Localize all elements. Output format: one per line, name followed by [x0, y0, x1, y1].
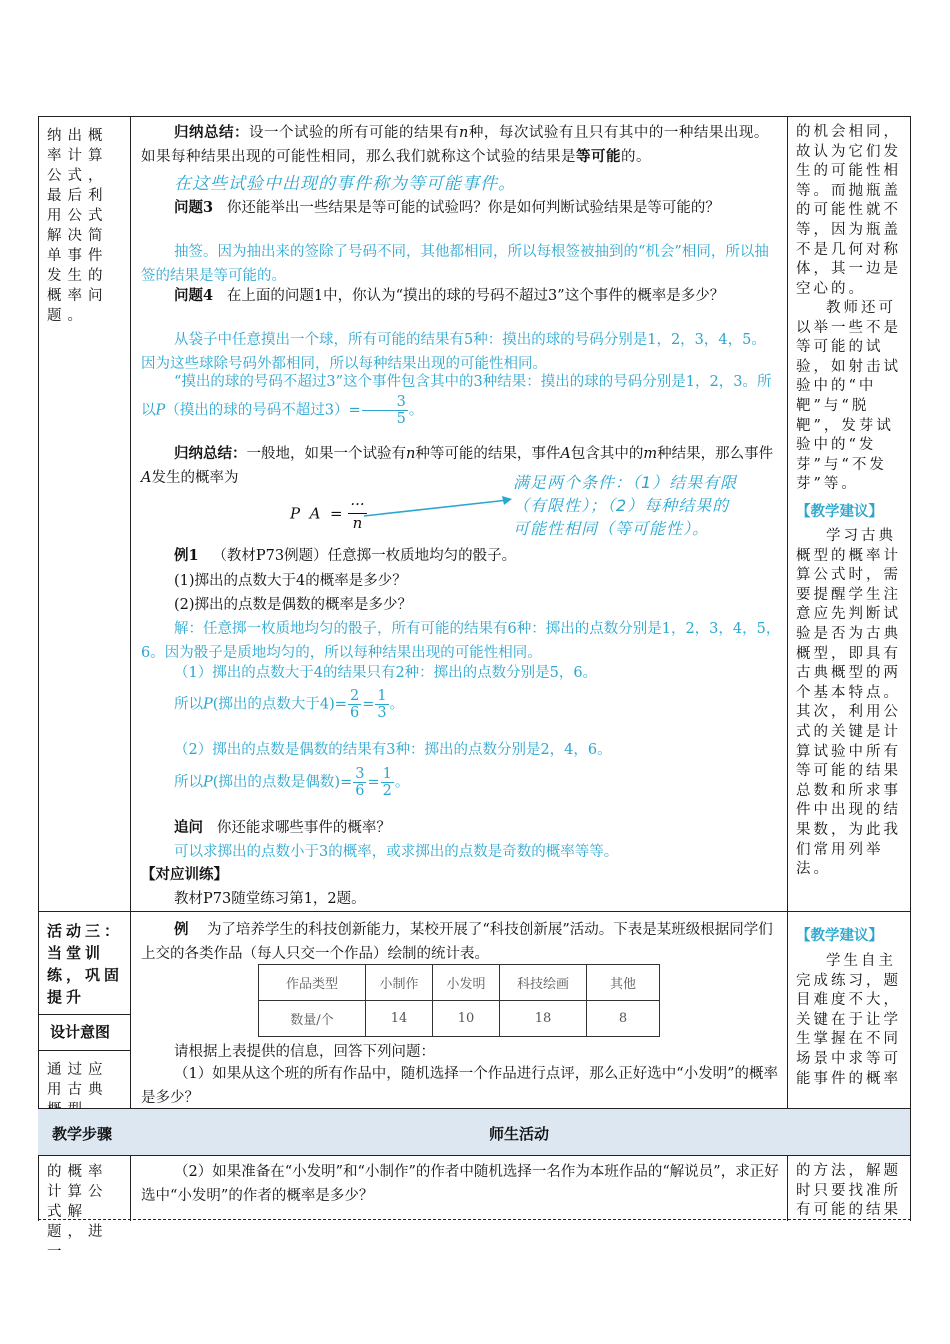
table-right-border	[910, 116, 911, 1221]
ex1-r1-frac2	[375, 688, 388, 721]
suggestion-label-1: 【教学建议】	[796, 504, 883, 520]
example2	[141, 918, 781, 966]
table-cell: 18	[500, 1001, 587, 1037]
summary2-label: 归纳总结：	[174, 445, 247, 462]
design-intent-text: 通过应用古典	[47, 1062, 109, 1098]
ex1-r1-f2d: 3	[377, 705, 387, 721]
table-cell: 数量/个	[259, 1001, 366, 1037]
right-teacher-text	[796, 299, 906, 495]
ex1-r1-f1d: 6	[349, 705, 360, 721]
ex2-text: 为了培养学生的科技创新能力，某校开展了“科技创新展”活动。下表是某班级根据同学们上交的各类作品（每人只交一个作品）绘制的统计表。	[141, 922, 773, 962]
table-row	[259, 1001, 660, 1037]
table-top-border	[38, 116, 911, 117]
summary2-d: 种结果，那么事件	[657, 446, 774, 462]
summary2-A2: A	[141, 470, 152, 486]
follow-text: 你还能求哪些事件的概率？	[216, 820, 391, 836]
a4-frac-den: 5	[396, 411, 406, 427]
table-left-border	[38, 116, 39, 1221]
ex1-r2-pre: 所以	[174, 774, 203, 791]
ex1-r2-f1n: 3	[355, 766, 365, 782]
answer4-part2	[141, 370, 781, 427]
ex1-r2-f1d: 6	[355, 783, 365, 799]
summary2-a: 一般地，如果一个试验有	[246, 446, 406, 462]
summary2-n: n	[406, 446, 416, 462]
probability-formula	[290, 495, 368, 532]
ex1-r2-p: P	[203, 774, 213, 791]
question3	[141, 196, 779, 220]
ex2-label: 例	[174, 921, 189, 938]
hand-note2-line1: 满足两个条件：（1）结果有限	[513, 473, 738, 492]
table-header-cell: 科技绘画	[500, 965, 587, 1001]
row-divider-design2	[38, 1050, 131, 1051]
summary1-n: n	[459, 125, 469, 141]
right-bottom-text: 的方法，解题时只要找准所有可能的结果	[796, 1163, 901, 1219]
a4-frac-num: 3	[362, 394, 408, 411]
hand-note-2	[513, 471, 737, 540]
summary1	[141, 121, 779, 169]
ex2-prompt: 请根据上表提供的信息，回答下列问题：	[174, 1044, 435, 1060]
ex1-r1-p: P	[203, 696, 213, 713]
ex2-question1: （1）如果从这个班的所有作品中，随机选择一个作品进行点评，那么正好选中“小发明”的概率是多少？	[141, 1066, 779, 1106]
example1	[141, 544, 779, 568]
ex1-r1-f1n: 2	[349, 688, 360, 704]
q3-label: 问题3	[174, 199, 214, 216]
summary2-b: 种等可能的结果，事件	[415, 446, 561, 462]
stat-table	[258, 964, 660, 1037]
a4-end: 。	[408, 402, 424, 419]
col-divider-right	[787, 116, 788, 1221]
ex1-r2-f2n: 1	[382, 766, 392, 782]
formula-arrow	[360, 488, 520, 522]
a4-text: “摸出的球的号码不超过3”这个事件包含其中的3种结果：摸出的球的号码分别是1，2，3。所以	[141, 374, 772, 419]
suggestion1-text: 学习古典概型的概率计算公式时，需要提醒学生注意应先判断试验是否为古典概型，即具有古典概型的两个基本特点。其次，利用公式的关键是计算试验中所有等可能的结果总数和所求事件中出现的结果数，为此我们常用列举法。	[796, 528, 901, 878]
ex1-r2-frac1	[353, 766, 366, 799]
follow-answer: 可以求掷出的点数小于3的概率，或求掷出的点数是奇数的概率等等。	[174, 844, 619, 860]
summary1-bold: 等可能	[576, 148, 621, 165]
ex2-question2: （2）如果准备在“小发明”和“小制作”的作者中随机选择一名作为本班作品的“解说员”，求正好选中“小发明”的作者的概率是多少？	[141, 1164, 779, 1204]
formula-num: ···	[350, 495, 365, 513]
a4-fraction	[362, 394, 408, 427]
ex1-solution: 解：任意掷一枚质地均匀的骰子，所有可能的结果有6种：掷出的点数分别是1，2，3，4，5，6。因为骰子是质地均匀的，所以每种结果出现的可能性相同。	[141, 621, 781, 661]
row-divider-activity3	[38, 911, 911, 912]
follow-label: 追问	[174, 819, 203, 836]
step-label: 教学步骤	[52, 1125, 113, 1143]
summary1-mid: 种，每次试验有且只有其中的一种结果出现。如果每种结果出现的可能性相同，那么我们就称这个试验的结果是	[141, 125, 769, 165]
formula-den: n	[352, 514, 363, 532]
follow-up	[174, 816, 391, 840]
ex1-r1-end: 。	[389, 696, 405, 713]
q4-label: 问题4	[174, 287, 214, 304]
answer3: 抽签。因为抽出来的签除了号码不同，其他都相同，所以每根签被抽到的“机会”相同，所以抽签的结果是等可能的。	[141, 244, 769, 284]
table-cell: 14	[366, 1001, 433, 1037]
activity-label: 师生活动	[489, 1125, 550, 1143]
ex1-r2-frac2	[381, 766, 394, 799]
hand-note2-line3: 可能性相同（等可能性）。	[513, 519, 710, 538]
a4-p: P	[155, 402, 166, 419]
table-header-cell: 小发明	[433, 965, 500, 1001]
table-cell: 8	[587, 1001, 660, 1037]
ex1-r2-text: (掷出的点数是偶数)=	[212, 774, 353, 791]
left-top-text: 纳出概率计算公式，最后利用公式解决简单事件发生的概率问题。	[47, 128, 109, 324]
ex1-r1-frac1	[348, 688, 361, 721]
summary1-label: 归纳总结：	[174, 124, 249, 141]
ex1-question2: (2)掷出的点数是偶数的概率是多少？	[174, 597, 413, 613]
training-text: 教材P73随堂练习第1，2题。	[174, 891, 366, 907]
table-header-row	[259, 965, 660, 1001]
summary2-e: 发生的概率为	[151, 470, 239, 486]
formula-left: P A =	[290, 504, 343, 523]
table-header-cell: 小制作	[366, 965, 433, 1001]
q4-text: 在上面的问题1中，你认为“摸出的球的号码不超过3”这个事件的概率是多少？	[226, 288, 725, 304]
ex1-r1-text: (掷出的点数大于4)=	[212, 696, 347, 713]
ex1-r2-end: 。	[394, 774, 410, 791]
summary2-A: A	[560, 446, 571, 462]
row-divider-design	[38, 1014, 131, 1015]
ex1-r1-eq: =	[362, 696, 375, 713]
ex1-r2-eq: =	[367, 774, 380, 791]
design-intent-label: 设计意图	[50, 1023, 111, 1041]
hand-note2-line2: （有限性）；（2）每种结果的	[513, 496, 730, 515]
hand-note-1: 在这些试验中出现的事件称为等可能事件。	[174, 174, 516, 194]
col-divider-left	[130, 116, 131, 1221]
suggestion2-text: 学生自主完成练习，题目难度不大，关键在于让学生掌握在不同场景中求等可能事件的概率	[796, 953, 901, 1087]
summary2-m: m	[643, 446, 658, 462]
ex1-step1: （1）掷出的点数大于4的结果只有2种：掷出的点数分别是5，6。	[174, 665, 598, 681]
q3-text: 你还能举出一些结果是等可能的试验吗？你是如何判断试验结果是等可能的？	[226, 200, 720, 216]
ex1-r1-pre: 所以	[174, 696, 203, 713]
ex1-label: 例1	[174, 547, 199, 564]
right-top-text: 的机会相同，故认为它们发生的可能性相等。而抛瓶盖的可能性就不等，因为瓶盖不是几何对称体，其一边是空心的。	[796, 124, 901, 297]
summary2-c: 包含其中的	[570, 446, 644, 462]
table-header-cell: 其他	[587, 965, 660, 1001]
question4	[141, 284, 779, 308]
ex1-r2-f2d: 2	[382, 783, 392, 799]
bottom-dashed-border	[38, 1219, 911, 1220]
summary1-pre: 设一个试验的所有可能的结果有	[249, 125, 459, 141]
training-label: 【对应训练】	[141, 867, 228, 883]
ex1-question1: (1)掷出的点数大于4的概率是多少？	[174, 573, 407, 589]
suggestion-text-2	[796, 952, 906, 1089]
suggestion-text-1	[796, 527, 906, 880]
a4-p-text: （摸出的球的号码不超过3）=	[165, 402, 361, 419]
activity3-label: 活动三：当堂训练，巩固提升	[47, 922, 124, 1006]
step-header-bar	[38, 1109, 910, 1155]
row-divider-step-bottom	[38, 1155, 911, 1156]
ex1-result1	[174, 688, 404, 721]
ex1-result2	[174, 766, 409, 799]
table-header-cell: 作品类型	[259, 965, 366, 1001]
ex1-r1-f2n: 1	[377, 688, 387, 704]
left-bottom-text: 的概率计算公式解题，进一	[47, 1164, 109, 1260]
ex1-text: （教材P73例题）任意掷一枚质地均匀的骰子。	[212, 548, 517, 564]
table-cell: 10	[433, 1001, 500, 1037]
suggestion-label-2: 【教学建议】	[796, 928, 883, 944]
teacher-text: 教师还可以举一些不是等可能的试验，如射击试验中的“中靶”与“脱靶”，发芽试验中的“发芽”与“不发芽”等。	[796, 300, 901, 493]
summary1-end: 的。	[621, 149, 651, 165]
ex1-step2: （2）掷出的点数是偶数的结果有3种：掷出的点数分别是2，4，6。	[174, 742, 612, 758]
answer4-part1: 从袋子中任意摸出一个球，所有可能的结果有5种：摸出的球的号码分别是1，2，3，4，5。因为这些球除号码外都相同，所以每种结果出现的可能性相同。	[141, 332, 766, 372]
